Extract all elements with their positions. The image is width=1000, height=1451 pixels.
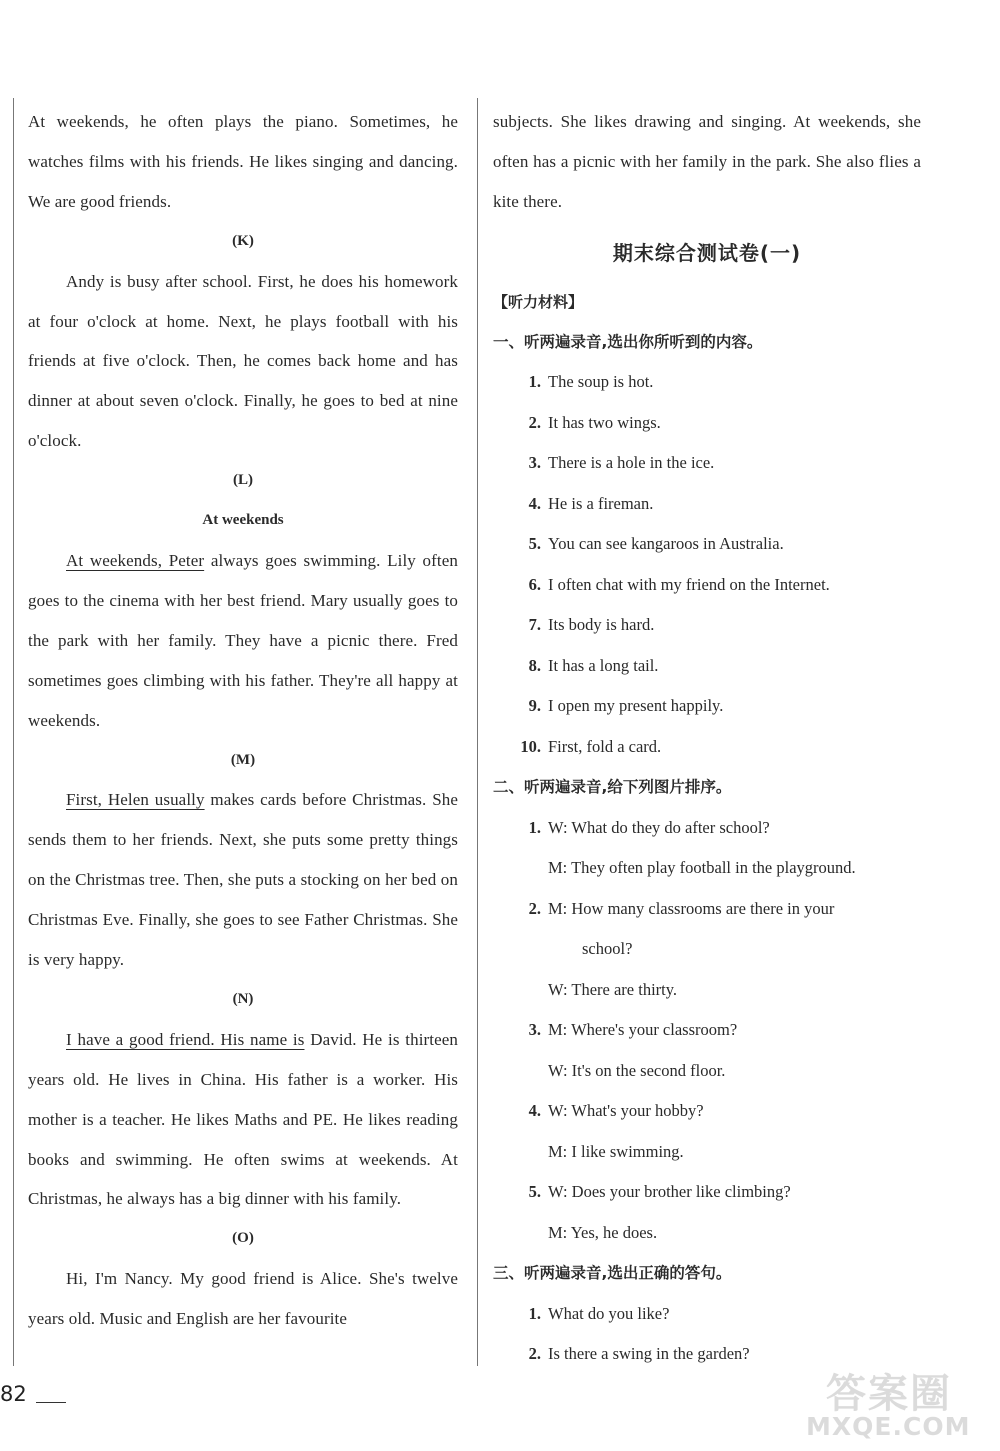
dialogue-text: M: They often play football in the playground. [548, 858, 856, 878]
dialogue-text: school? [582, 939, 633, 959]
part1-list [493, 362, 921, 767]
item-number: 2. [528, 412, 541, 432]
list-item [493, 686, 921, 727]
section-k-paragraph: Andy is busy after school. First, he does his homework at four o'clock at home. Next, he plays football with his friends at five o'clock. Then, he comes back home and has dinner at about seven o'clock. Finally, he goes to bed at nine o'clock. [28, 271, 458, 451]
section-m-underlined: First, Helen usually [66, 790, 205, 810]
list-item [493, 362, 921, 403]
item-number: 1. [528, 372, 541, 392]
left-margin-rule [13, 98, 14, 1366]
dialogue-line [493, 808, 921, 849]
list-item [493, 605, 921, 646]
dialogue-text: M: How many classrooms are there in your [548, 898, 835, 918]
item-number: 9. [528, 696, 541, 716]
item-text: He is a fireman. [548, 493, 654, 513]
dialogue-line [493, 929, 921, 970]
section-n-underlined: I have a good friend. His name is [66, 1029, 305, 1049]
dialogue-text: W: There are thirty. [548, 979, 678, 999]
dialogue-number: 1. [528, 817, 541, 837]
item-text: I often chat with my friend on the Internet. [548, 574, 830, 594]
dialogue-text: W: What do they do after school? [548, 817, 770, 837]
list-item [493, 727, 921, 768]
section-n-header: (N) [232, 990, 254, 1007]
item-number: 1. [528, 1303, 541, 1323]
watermark-logo [806, 1362, 994, 1448]
section-m-paragraph [28, 780, 458, 980]
page-number-dash [36, 1402, 66, 1403]
list-item [493, 524, 921, 565]
item-text: It has a long tail. [548, 655, 659, 675]
section-m-header: (M) [230, 751, 256, 768]
item-text: You can see kangaroos in Australia. [548, 534, 784, 554]
item-number: 8. [528, 655, 541, 675]
dialogue-number: 3. [528, 1020, 541, 1040]
item-text: There is a hole in the ice. [548, 453, 715, 473]
dialogue-text: W: Does your brother like climbing? [548, 1182, 791, 1202]
part1-heading: 一、听两遍录音,选出你所听到的内容。 [493, 332, 763, 351]
dialogue-text: W: It's on the second floor. [548, 1060, 726, 1080]
dialogue-text: M: Where's your classroom? [548, 1020, 738, 1040]
dialogue-number: 2. [528, 898, 541, 918]
list-item [493, 565, 921, 606]
section-l-underlined: At weekends, Peter [66, 550, 205, 570]
section-l-rest: always goes swimming. Lily often goes to the cinema with her best friend. Mary usually goes to the park with her family. They have a picnic there. Fred sometimes goes climbing with his father. They're all happy at weekends. [28, 550, 458, 730]
item-number: 3. [528, 453, 541, 473]
dialogue-text: M: I like swimming. [548, 1141, 684, 1161]
part3-heading: 三、听两遍录音,选出正确的答句。 [493, 1264, 732, 1283]
dialogue-line [493, 1091, 921, 1132]
dialogue-line [493, 1172, 921, 1213]
item-number: 2. [528, 1344, 541, 1364]
item-number: 7. [528, 615, 541, 635]
section-o-paragraph: Hi, I'm Nancy. My good friend is Alice. She's twelve years old. Music and English are her favourite [28, 1269, 458, 1329]
section-o-header: (O) [232, 1230, 254, 1247]
section-l-header: (L) [233, 472, 253, 489]
item-text: The soup is hot. [548, 372, 654, 392]
dialogue-line [493, 1132, 921, 1173]
test-title: 期末综合测试卷(一) [612, 240, 802, 265]
dialogue-number: 4. [528, 1101, 541, 1121]
page-number: 82 [0, 1382, 27, 1406]
list-item [493, 646, 921, 687]
watermark-url: MXQE.COM [806, 1412, 971, 1441]
item-text: It has two wings. [548, 412, 661, 432]
item-number: 5. [528, 534, 541, 554]
dialogue-line [493, 848, 921, 889]
list-item [493, 484, 921, 525]
section-k-header: (K) [232, 232, 254, 249]
watermark-text: 答案圈 [826, 1371, 952, 1417]
intro-paragraph: At weekends, he often plays the piano. Sometimes, he watches films with his friends. He likes singing and dancing. We are good friends. [28, 112, 458, 211]
section-l-paragraph [28, 541, 458, 741]
section-n-rest: David. He is thirteen years old. He lives in China. His father is a worker. His mother is a teacher. He likes Maths and PE. He likes reading books and swimming. He often swims at weekends. At Christmas, he always has a big dinner with his family. [28, 1029, 458, 1209]
section-l-title: At weekends [202, 512, 284, 529]
left-column [28, 102, 458, 1339]
item-text: First, fold a card. [548, 736, 662, 756]
part2-heading: 二、听两遍录音,给下列图片排序。 [493, 778, 732, 797]
section-m-rest: makes cards before Christmas. She sends them to her friends. Next, she puts some pretty things on the Christmas tree. Then, she puts a stocking on her bed on Christmas Eve. Finally, she goes to see Father Christmas. She is very happy. [28, 790, 458, 970]
dialogue-text: W: What's your hobby? [548, 1101, 704, 1121]
item-text: Its body is hard. [548, 615, 655, 635]
item-text: What do you like? [548, 1303, 670, 1323]
dialogue-line [493, 1010, 921, 1051]
part2-dialogues [493, 808, 921, 1254]
dialogue-line [493, 970, 921, 1011]
continuation-paragraph: subjects. She likes drawing and singing. At weekends, she often has a picnic with her family in the park. She also flies a kite there. [493, 112, 921, 211]
dialogue-number: 5. [528, 1182, 541, 1202]
item-text: I open my present happily. [548, 696, 724, 716]
dialogue-text: M: Yes, he does. [548, 1222, 658, 1242]
item-text: Is there a swing in the garden? [548, 1344, 750, 1364]
item-number: 10. [520, 736, 541, 756]
listening-label: 【听力材料】 [493, 292, 584, 311]
dialogue-line [493, 1213, 921, 1254]
item-number: 6. [528, 574, 541, 594]
list-item [493, 403, 921, 444]
dialogue-line [493, 889, 921, 930]
item-number: 4. [528, 493, 541, 513]
list-item [493, 443, 921, 484]
right-column [493, 102, 921, 1375]
dialogue-line [493, 1051, 921, 1092]
list-item [493, 1294, 921, 1335]
column-divider [477, 98, 478, 1366]
section-n-paragraph [28, 1020, 458, 1220]
